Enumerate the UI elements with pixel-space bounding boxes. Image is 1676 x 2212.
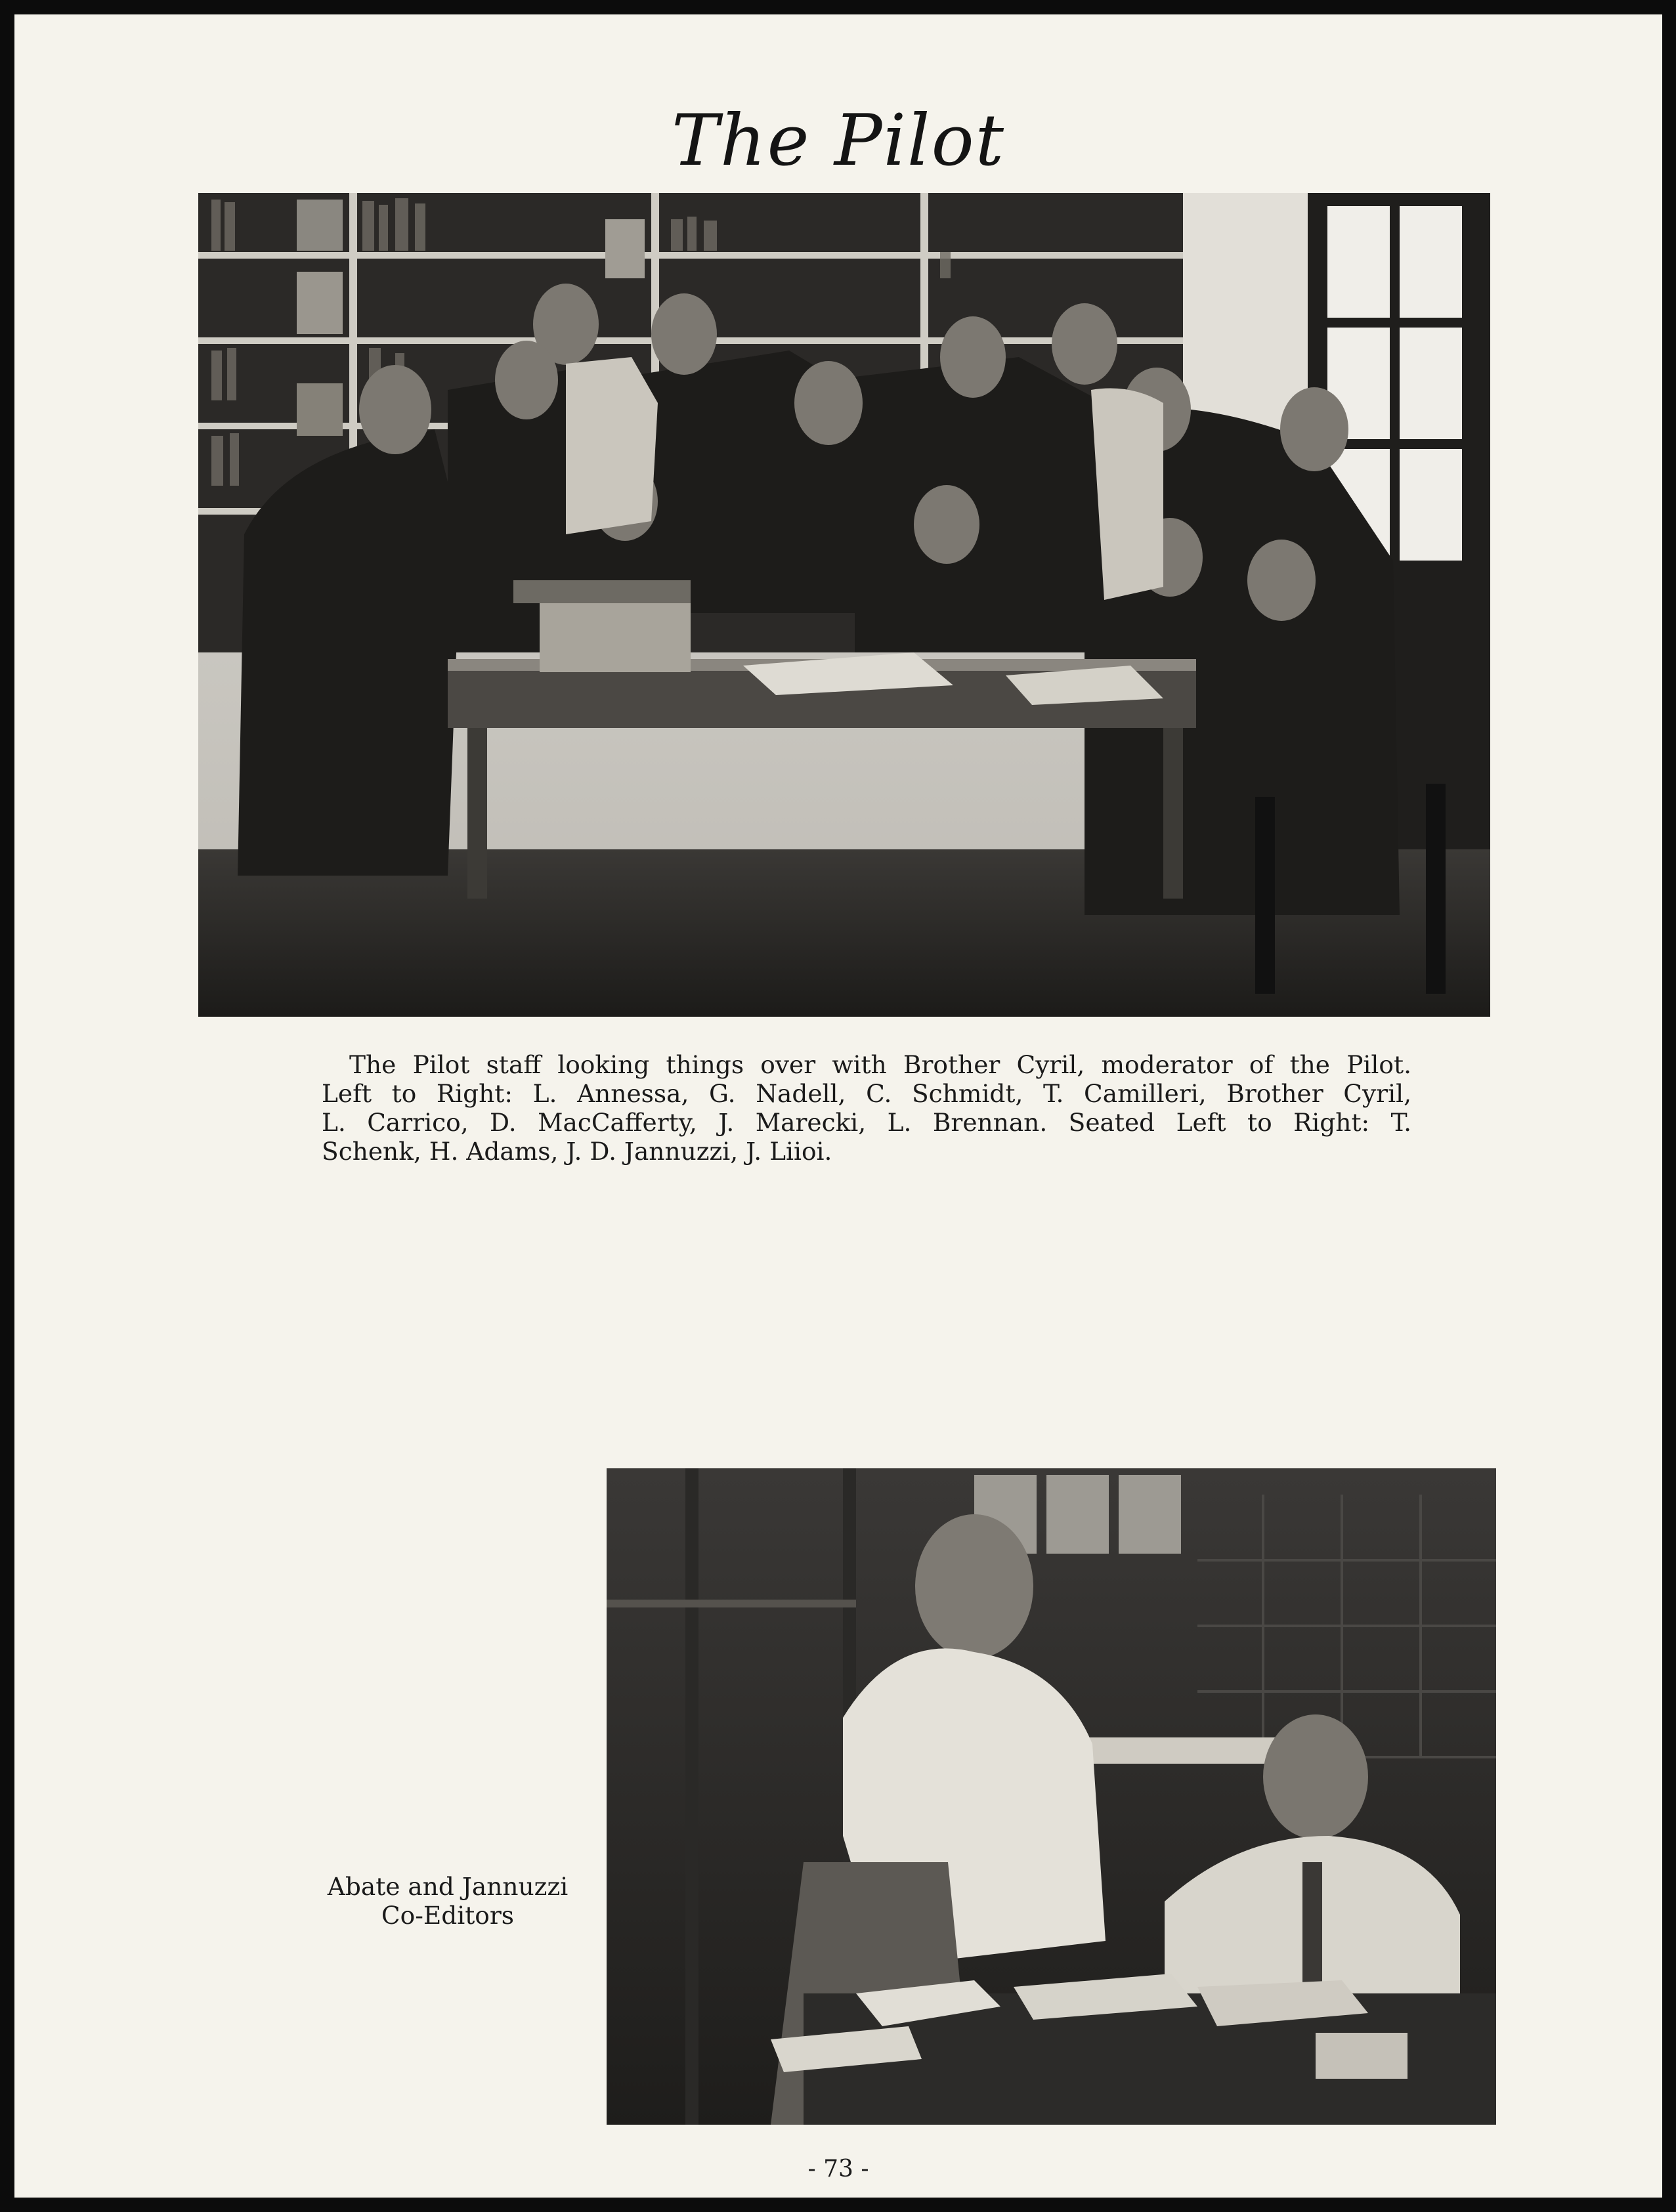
staff-photo-caption bbox=[322, 1050, 1411, 1166]
staff-photo bbox=[198, 193, 1490, 1017]
page-number: - 73 - bbox=[807, 2156, 869, 2182]
yearbook-page bbox=[14, 14, 1662, 2198]
caption-line: Left to Right: L. Annessa, G. Nadell, C. Schmidt, T. Camilleri, Brother Cyril, bbox=[322, 1079, 1411, 1108]
editors-photo-caption bbox=[323, 1872, 572, 1930]
editors-photo bbox=[607, 1468, 1496, 2125]
caption-line: Schenk, H. Adams, J. D. Jannuzzi, J. Liioi. bbox=[322, 1137, 832, 1166]
editors-photo-image bbox=[607, 1468, 1496, 2125]
caption-line: Abate and Jannuzzi bbox=[327, 1872, 569, 1901]
caption-line: L. Carrico, D. MacCafferty, J. Marecki, L. Brennan. Seated Left to Right: T. bbox=[322, 1108, 1411, 1137]
caption-line: The Pilot staff looking things over with Brother Cyril, moderator of the Pilot. bbox=[349, 1050, 1411, 1079]
caption-line: Co-Editors bbox=[381, 1901, 515, 1930]
staff-photo-image bbox=[198, 193, 1490, 1017]
page-title: The Pilot bbox=[671, 100, 1005, 182]
